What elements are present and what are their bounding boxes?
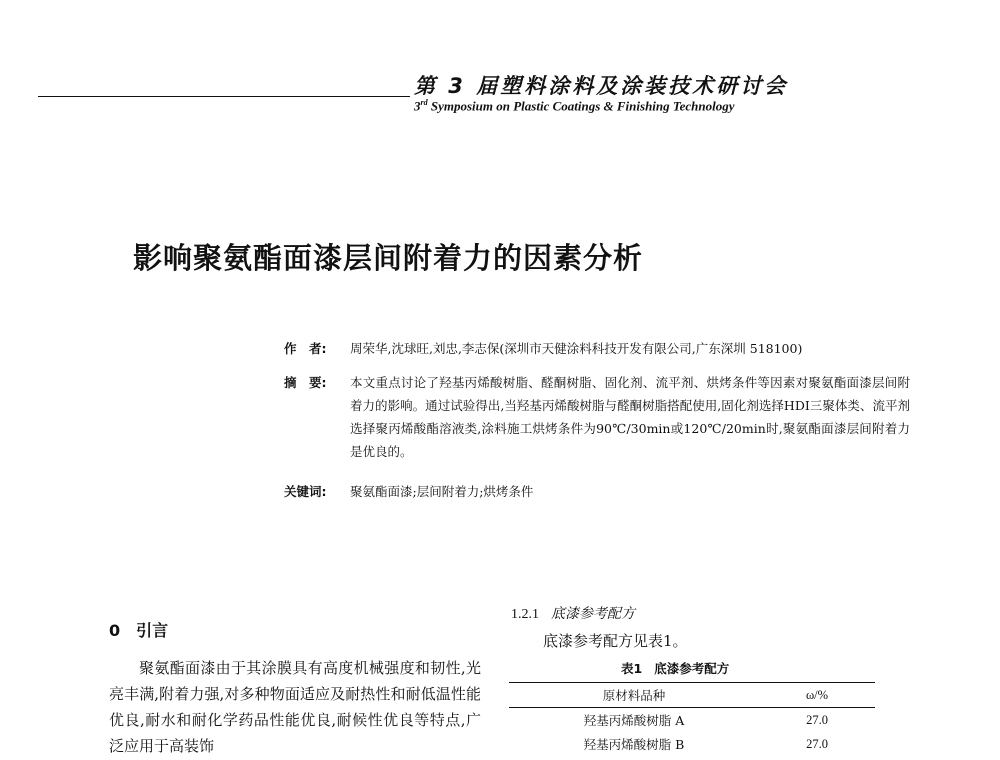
- table-reference-text: 底漆参考配方见表1。: [543, 632, 688, 650]
- section-0-heading: [109, 618, 168, 641]
- table-header-row: [509, 683, 875, 708]
- table-header-fraction: ω/%: [759, 683, 875, 708]
- symposium-title-cn: 第 3 届塑料涂料及涂装技术研讨会: [414, 74, 789, 98]
- table-cell-fraction: 27.0: [806, 712, 828, 727]
- author-line: [284, 337, 802, 360]
- table-1: [509, 682, 875, 756]
- abstract-text: 本文重点讨论了羟基丙烯酸树脂、醛酮树脂、固化剂、流平剂、烘烤条件等因素对聚氨酯面漆层间附着力的影响。通过试验得出,当羟基丙烯酸树脂与醛酮树脂搭配使用,固化剂选择HDI三聚体类、流平剂选择聚丙烯酸酯溶液类,涂料施工烘烤条件为90℃/30min或120℃/20min时,聚氨酯面漆层间附着力是优良的。: [350, 375, 910, 459]
- intro-text: 聚氨酯面漆由于其涂膜具有高度机械强度和韧性,光亮丰满,附着力强,对多种物面适应及耐热性和耐低温性能优良,耐水和耐化学药品性能优良,耐候性优良等特点,广泛应用于高装饰: [109, 659, 481, 755]
- table-1-title: 底漆参考配方: [654, 661, 730, 676]
- table-1-caption: [621, 659, 729, 677]
- abstract-label: 摘 要:: [284, 375, 327, 390]
- keywords-text: 聚氨酯面漆;层间附着力;烘烤条件: [350, 484, 534, 499]
- abstract-block: [284, 371, 910, 463]
- table-cell-material: 羟基丙烯酸树脂 A: [583, 713, 685, 728]
- symposium-ordinal-suffix: rd: [420, 98, 428, 107]
- keywords-label: 关键词:: [284, 484, 327, 499]
- intro-paragraph: [109, 655, 481, 759]
- author-text: 周荣华,沈球旺,刘忠,李志保(深圳市天健涂料科技开发有限公司,广东深圳 518100): [350, 341, 803, 356]
- section-0-number: 0: [109, 621, 121, 640]
- table-row: [509, 708, 875, 733]
- table-header-material: 原材料品种: [509, 683, 759, 708]
- paper-title: 影响聚氨酯面漆层间附着力的因素分析: [133, 241, 644, 275]
- table-row: [509, 732, 875, 756]
- keywords-line: [284, 480, 533, 503]
- section-1-2-1-title: 底漆参考配方: [551, 606, 635, 622]
- table-cell-material: 羟基丙烯酸树脂 B: [583, 737, 685, 752]
- table-1-number: 表1: [621, 661, 643, 676]
- author-label: 作 者:: [284, 341, 327, 356]
- table-cell-fraction: 27.0: [806, 736, 828, 751]
- symposium-name-en: Symposium on Plastic Coatings & Finishing Technology: [427, 98, 735, 114]
- symposium-ordinal: 3: [414, 98, 421, 114]
- section-0-title: 引言: [136, 621, 169, 640]
- section-1-2-1-number: 1.2.1: [511, 607, 539, 622]
- section-1-2-1-heading: [511, 603, 635, 623]
- symposium-title-en: [414, 98, 735, 114]
- header-rule: [38, 96, 410, 97]
